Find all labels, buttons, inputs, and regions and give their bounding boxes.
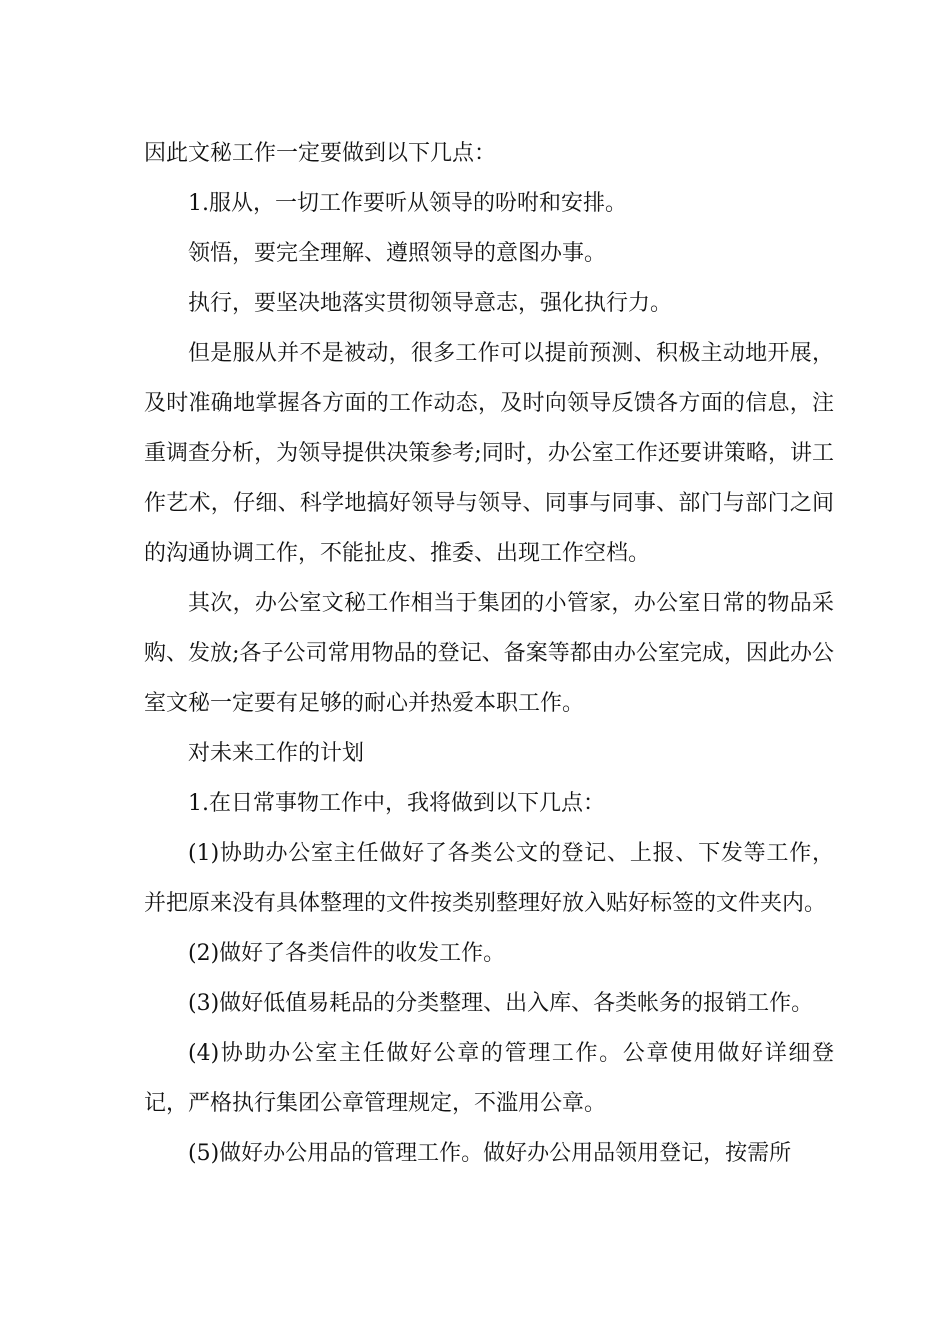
section-heading-future-plan: 对未来工作的计划 <box>188 741 365 766</box>
paragraph-execute: 执行，要坚决地落实贯彻领导意志，强化执行力。 <box>188 291 673 316</box>
paragraph-obey: 1.服从，一切工作要听从领导的吩咐和安排。 <box>188 191 627 216</box>
paragraph-comprehend: 领悟，要完全理解、遵照领导的意图办事。 <box>188 241 607 266</box>
paragraph-housekeeper: 其次，办公室文秘工作相当于集团的小管家，办公室日常的物品采购、发放;各子公司常用物品的登记、备案等都由办公室完成，因此办公室文秘一定要有足够的耐心并热爱本职工作。 <box>144 591 834 716</box>
paragraph-intro: 因此文秘工作一定要做到以下几点： <box>144 141 497 166</box>
document-page <box>144 129 834 1179</box>
list-item-4: (4)协助办公室主任做好公章的管理工作。公章使用做好详细登记，严格执行集团公章管理规定，不滥用公章。 <box>144 1041 834 1116</box>
list-item-5: (5)做好办公用品的管理工作。做好办公用品领用登记，按需所 <box>188 1141 792 1166</box>
list-item-1: (1)协助办公室主任做好了各类公文的登记、上报、下发等工作，并把原来没有具体整理的文件按类别整理好放入贴好标签的文件夹内。 <box>144 841 834 916</box>
paragraph-proactive: 但是服从并不是被动，很多工作可以提前预测、积极主动地开展，及时准确地掌握各方面的工作动态，及时向领导反馈各方面的信息，注重调查分析，为领导提供决策参考;同时，办公室工作还要讲策略，讲工作艺术，仔细、科学地搞好领导与领导、同事与同事、部门与部门之间的沟通协调工作，不能扯皮、推委、出现工作空档。 <box>144 341 834 566</box>
list-item-2: (2)做好了各类信件的收发工作。 <box>188 941 506 966</box>
list-item-3: (3)做好低值易耗品的分类整理、出入库、各类帐务的报销工作。 <box>188 991 814 1016</box>
paragraph-daily-affairs: 1.在日常事物工作中，我将做到以下几点： <box>188 791 605 816</box>
